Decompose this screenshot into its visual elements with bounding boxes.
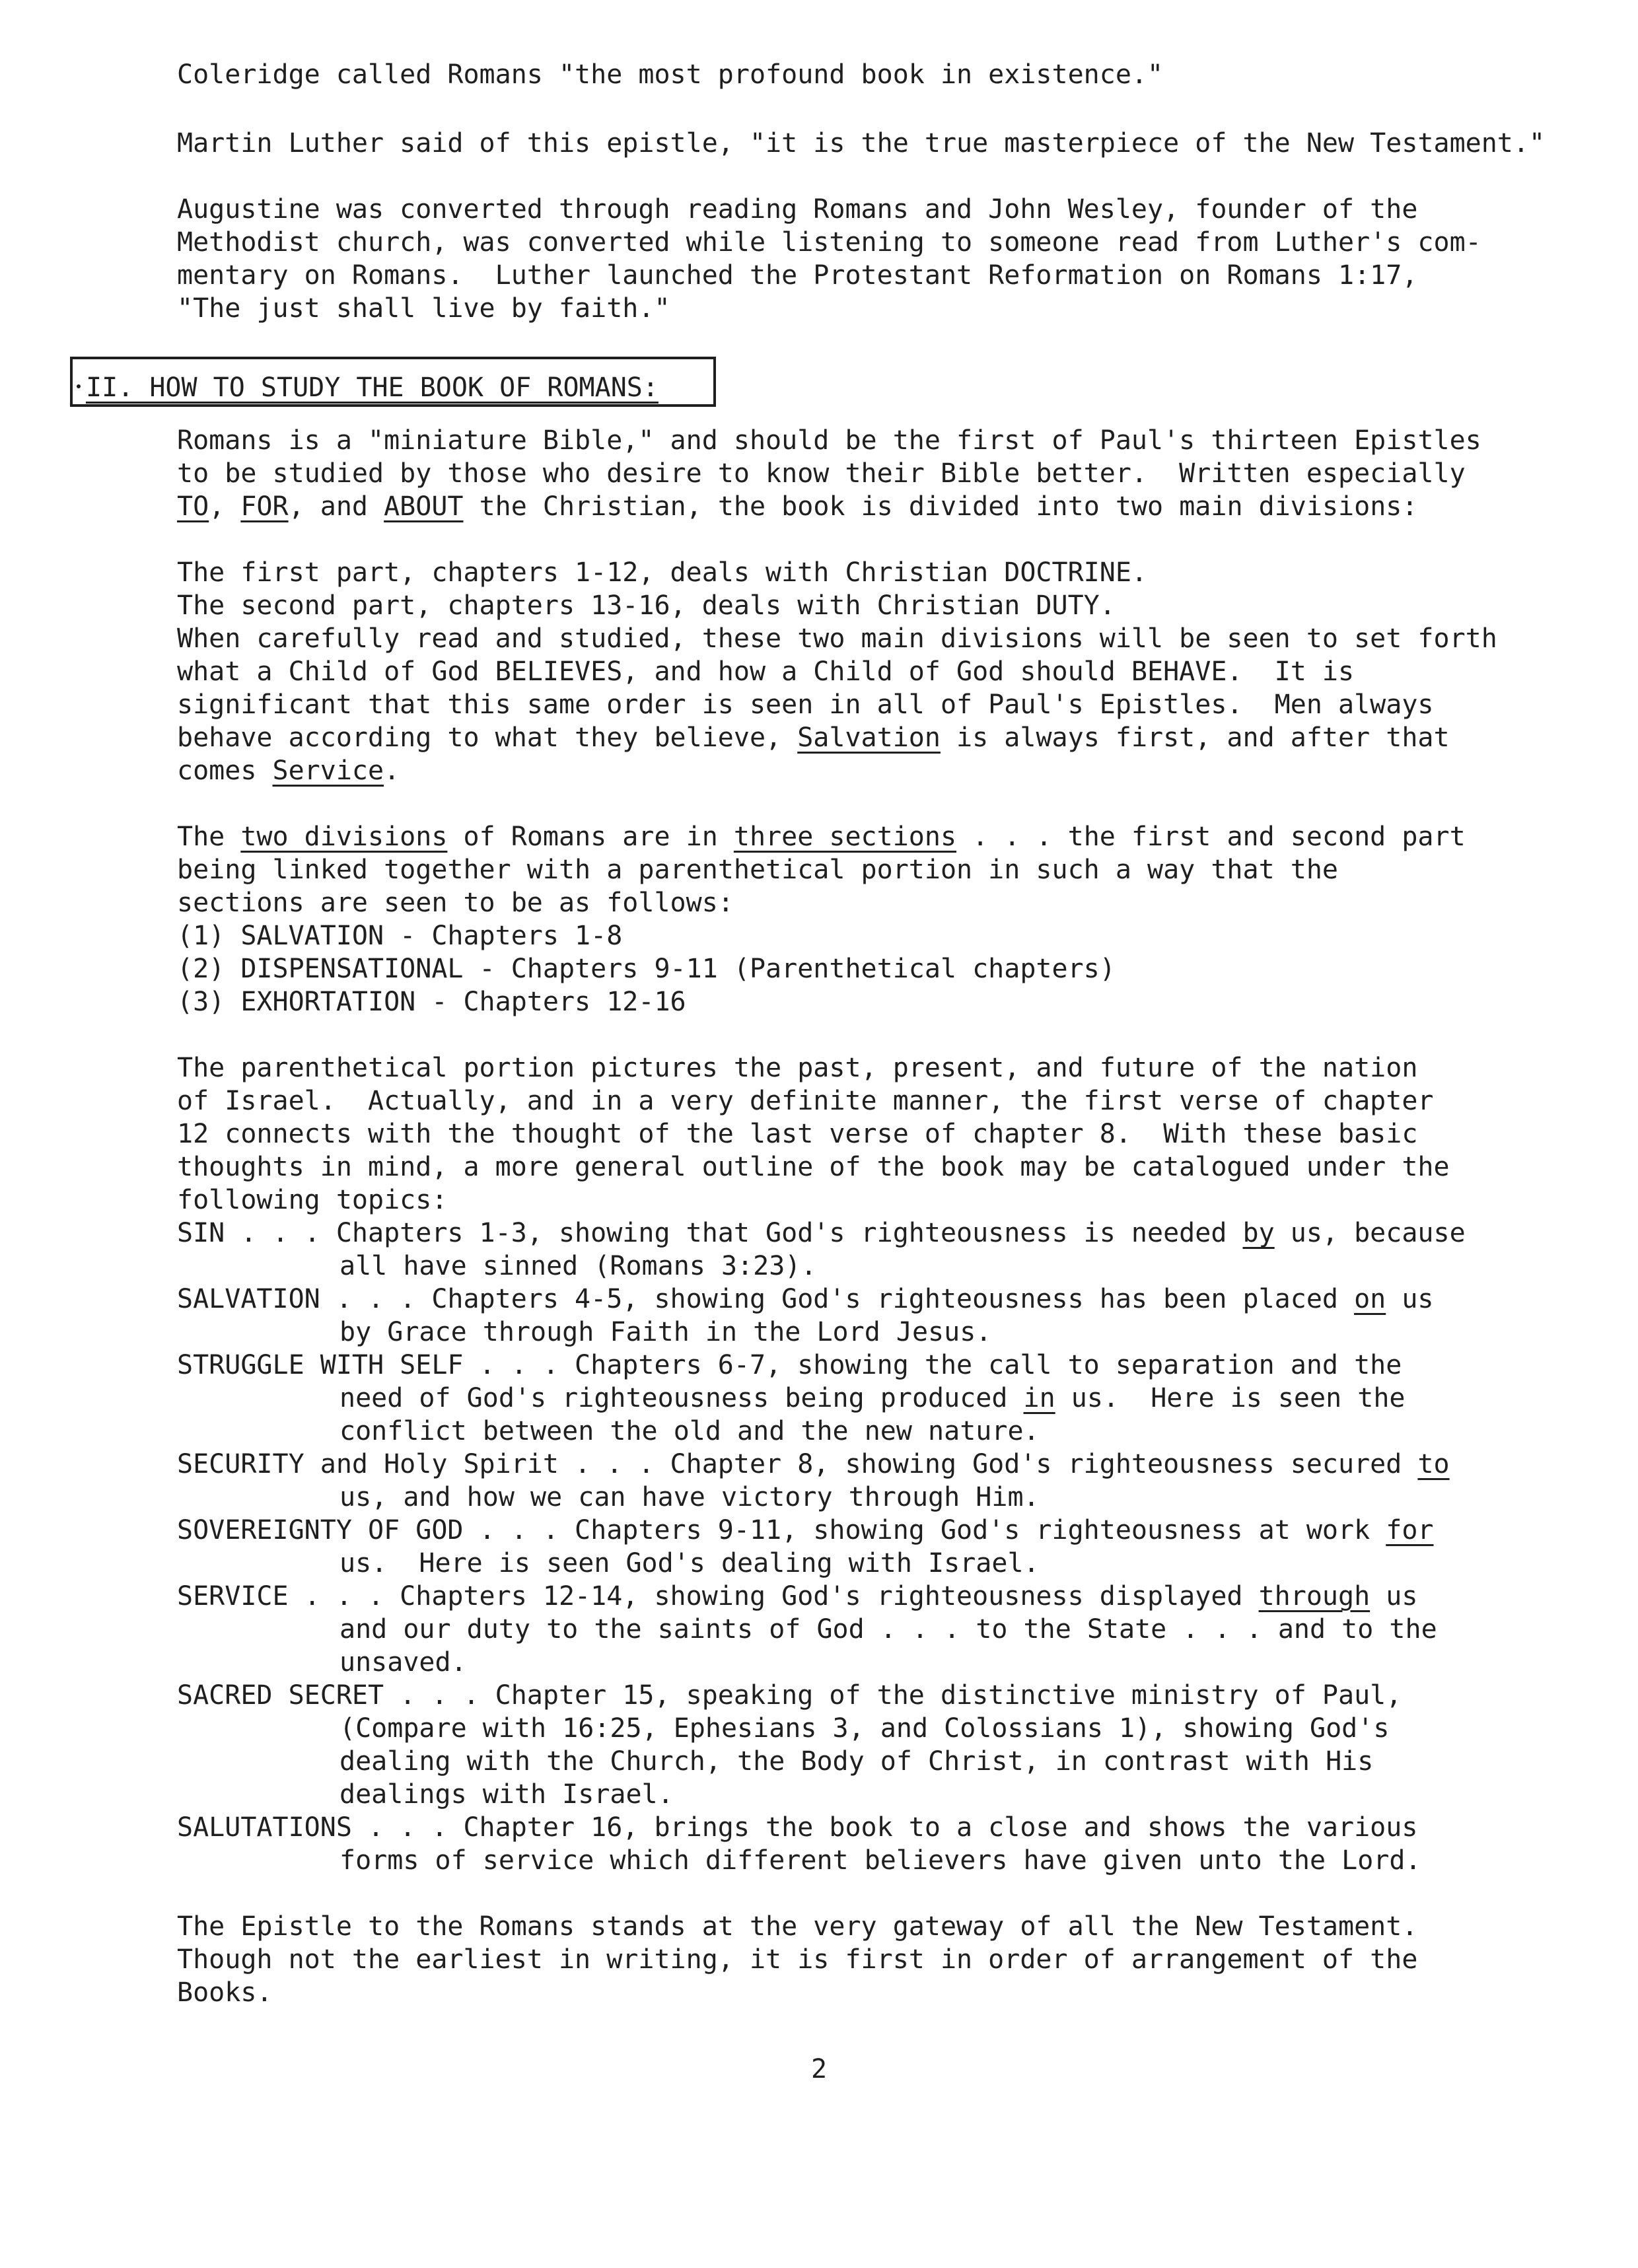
topic-salutations-cont: forms of service which different believers have given unto the Lord. xyxy=(339,1845,1421,1876)
topic-sacred-secret-cont-2: dealing with the Church, the Body of Christ, in contrast with His xyxy=(339,1746,1374,1777)
underlined-service: Service xyxy=(272,756,384,786)
topic-sacred-secret-cont-1: (Compare with 16:25, Ephesians 3, and Colossians 1), showing God's xyxy=(339,1713,1390,1744)
para2-line-3: When carefully read and studied, these two main divisions will be seen to set forth xyxy=(177,623,1497,654)
topic-service-cont-2: unsaved. xyxy=(339,1647,467,1678)
topic-security-cont: us, and how we can have victory through Him. xyxy=(339,1482,1040,1512)
underlined-for: FOR xyxy=(240,491,289,522)
para4-line-3: 12 connects with the thought of the last verse of chapter 8. With these basic xyxy=(177,1119,1418,1149)
augustine-line-1: Augustine was converted through reading Romans and John Wesley, founder of the xyxy=(177,194,1418,225)
topic-salutations: SALUTATIONS . . . Chapter 16, brings the book to a close and shows the various xyxy=(177,1812,1418,1843)
topic-service: SERVICE . . . Chapters 12-14, showing God's righteousness displayed through us xyxy=(177,1581,1418,1612)
topic-salvation: SALVATION . . . Chapters 4-5, showing God's righteousness has been placed on us xyxy=(177,1284,1434,1314)
para1-line-3: TO, FOR, and ABOUT the Christian, the book is divided into two main divisions: xyxy=(177,491,1418,522)
heading-bullet-mark xyxy=(77,384,81,388)
topic-sovereignty-cont: us. Here is seen God's dealing with Israel. xyxy=(339,1548,1040,1578)
underlined-salvation: Salvation xyxy=(797,723,941,753)
topic-service-cont-1: and our duty to the saints of God . . . to the State . . . and to the xyxy=(339,1614,1437,1645)
augustine-line-4: "The just shall live by faith." xyxy=(177,293,670,324)
para2-line-2: The second part, chapters 13-16, deals with Christian DUTY. xyxy=(177,590,1116,621)
para2-line-1: The first part, chapters 1-12, deals with Christian DOCTRINE. xyxy=(177,557,1148,588)
topic-salvation-cont: by Grace through Faith in the Lord Jesus. xyxy=(339,1317,992,1347)
augustine-line-2: Methodist church, was converted while listening to someone read from Luther's com- xyxy=(177,227,1481,258)
para2-line-5: significant that this same order is seen in all of Paul's Epistles. Men always xyxy=(177,690,1434,720)
topic-sovereignty: SOVEREIGNTY OF GOD . . . Chapters 9-11, showing God's righteousness at work for xyxy=(177,1515,1434,1545)
underlined-two-divisions: two divisions xyxy=(240,822,448,852)
topic-sin: SIN . . . Chapters 1-3, showing that God's righteousness is needed by us, because xyxy=(177,1218,1466,1248)
section-heading: II. HOW TO STUDY THE BOOK OF ROMANS: xyxy=(86,372,659,403)
topic-struggle-cont-2: conflict between the old and the new nature. xyxy=(339,1416,1040,1446)
para1-line-1: Romans is a "miniature Bible," and should be the first of Paul's thirteen Epistles xyxy=(177,425,1481,456)
underlined-about: ABOUT xyxy=(384,491,464,522)
closing-line-3: Books. xyxy=(177,1977,273,2008)
topic-struggle-cont-1: need of God's righteousness being produced in us. Here is seen the xyxy=(339,1383,1406,1413)
para2-line-7: comes Service. xyxy=(177,756,400,786)
topic-sacred-secret-cont-3: dealings with Israel. xyxy=(339,1779,674,1810)
para3-line-2: being linked together with a parenthetical portion in such a way that the xyxy=(177,855,1338,885)
luther-quote: Martin Luther said of this epistle, "it is the true masterpiece of the New Testament." xyxy=(177,128,1546,159)
underlined-three-sections: three sections xyxy=(733,822,957,852)
section-list-item-2: (2) DISPENSATIONAL - Chapters 9-11 (Parenthetical chapters) xyxy=(177,954,1116,984)
topic-struggle: STRUGGLE WITH SELF . . . Chapters 6-7, showing the call to separation and the xyxy=(177,1350,1402,1380)
para1-line-2: to be studied by those who desire to know their Bible better. Written especially xyxy=(177,458,1466,489)
underlined-to: TO xyxy=(177,491,209,522)
para4-line-4: thoughts in mind, a more general outline of the book may be catalogued under the xyxy=(177,1152,1450,1182)
coleridge-quote: Coleridge called Romans "the most profound book in existence." xyxy=(177,59,1164,90)
augustine-line-3: mentary on Romans. Luther launched the Protestant Reformation on Romans 1:17, xyxy=(177,260,1418,291)
page-number: 2 xyxy=(810,2054,828,2084)
topic-sin-cont: all have sinned (Romans 3:23). xyxy=(339,1251,817,1281)
para3-line-1: The two divisions of Romans are in three sections . . . the first and second part xyxy=(177,822,1466,852)
closing-line-2: Though not the earliest in writing, it is first in order of arrangement of the xyxy=(177,1944,1418,1975)
closing-line-1: The Epistle to the Romans stands at the very gateway of all the New Testament. xyxy=(177,1911,1418,1942)
topic-sacred-secret: SACRED SECRET . . . Chapter 15, speaking of the distinctive ministry of Paul, xyxy=(177,1680,1402,1711)
para2-line-6: behave according to what they believe, Salvation is always first, and after that xyxy=(177,723,1450,753)
section-list-item-1: (1) SALVATION - Chapters 1-8 xyxy=(177,921,623,951)
para4-line-1: The parenthetical portion pictures the past, present, and future of the nation xyxy=(177,1053,1418,1083)
topic-security: SECURITY and Holy Spirit . . . Chapter 8, showing God's righteousness secured to xyxy=(177,1449,1450,1479)
para4-line-5: following topics: xyxy=(177,1185,448,1215)
para2-line-4: what a Child of God BELIEVES, and how a Child of God should BEHAVE. It is xyxy=(177,656,1355,687)
section-list-item-3: (3) EXHORTATION - Chapters 12-16 xyxy=(177,987,686,1017)
para3-line-3: sections are seen to be as follows: xyxy=(177,888,734,918)
para4-line-2: of Israel. Actually, and in a very definite manner, the first verse of chapter xyxy=(177,1086,1434,1116)
